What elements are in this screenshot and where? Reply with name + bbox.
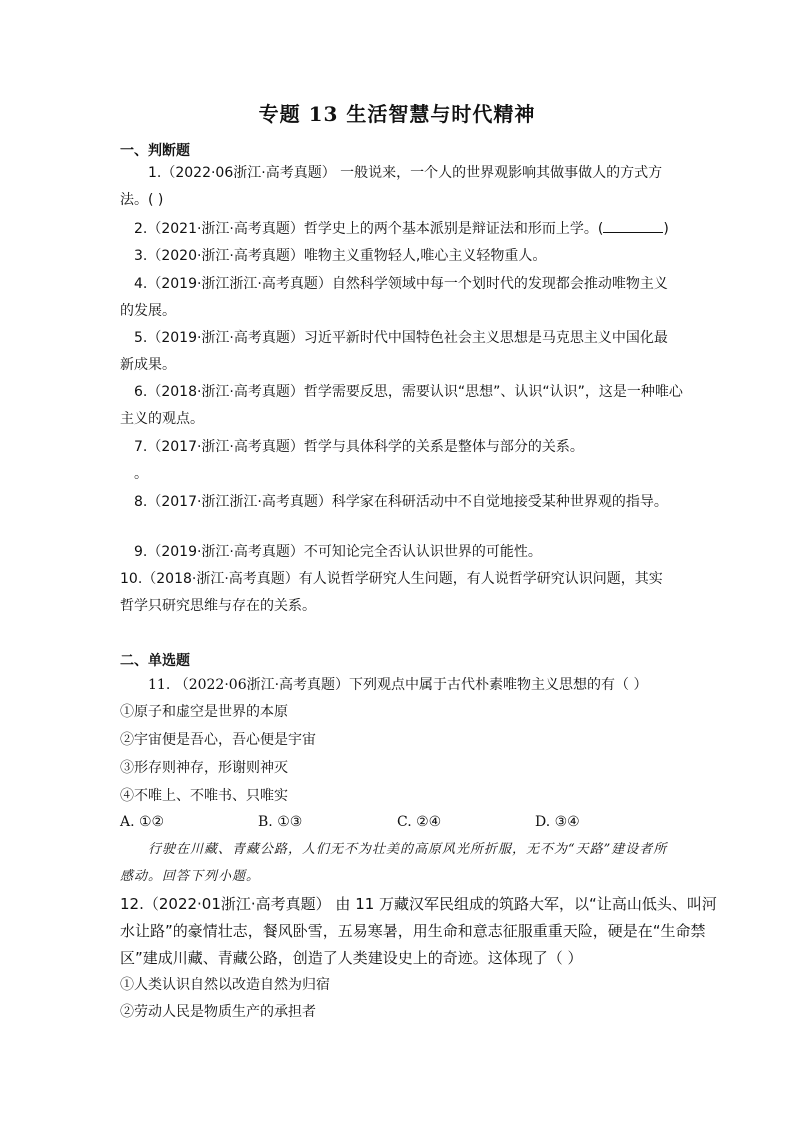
question-4-line-1: 4.（2019·浙江浙江·高考真题）自然科学领域中每一个划时代的发现都会推动唯物主义: [134, 276, 668, 292]
question-6-line-1: 6.（2018·浙江·高考真题）哲学需要反思，需要认识“思想”、认识“认识”，这是一种唯心: [134, 384, 683, 400]
option-c[interactable]: C. ②④: [397, 814, 442, 830]
question-5-line-1: 5.（2019·浙江·高考真题）习近平新时代中国特色社会主义思想是马克思主义中国化最: [134, 330, 668, 346]
question-12-statement-2: ②劳动人民是物质生产的承担者: [120, 1004, 316, 1020]
option-b[interactable]: B. ①③: [258, 814, 303, 830]
question-11-statement-2: ②宇宙便是吾心，吾心便是宇宙: [120, 732, 316, 748]
question-7-line-2: 。: [134, 466, 148, 482]
question-12-line-3: 区”建成川藏、青藏公路，创造了人类建设史上的奇迹。这体现了（ ）: [120, 949, 583, 967]
question-11-statement-1: ①原子和虚空是世界的本原: [120, 704, 288, 720]
question-11-statement-3: ③形存则神存，形谢则神灭: [120, 760, 288, 776]
material-intro-line-1: 行驶在川藏、青藏公路，人们无不为壮美的高原风光所折服，无不为“天路”建设者所: [148, 842, 668, 857]
material-intro-line-2: 感动。回答下列小题。: [120, 869, 261, 884]
question-12-line-1: 12.（2022·01浙江·高考真题） 由 11 万藏汉军民组成的筑路大军，以“让高山低头、叫河: [120, 895, 717, 913]
answer-blank: [603, 218, 663, 233]
section-heading-judgment: 一、判断题: [120, 143, 190, 159]
question-2-text: 2.（2021·浙江·高考真题）哲学史上的两个基本派别是辩证法和形而上学。(: [134, 221, 604, 237]
question-3: 3.（2020·浙江·高考真题）唯物主义重物轻人,唯心主义轻物重人。: [134, 248, 547, 264]
question-2: [134, 218, 669, 239]
question-8: 8.（2017·浙江浙江·高考真题）科学家在科研活动中不自觉地接受某种世界观的指导。: [134, 494, 668, 510]
question-4-line-2: 的发展。: [120, 303, 176, 319]
question-10-line-2: 哲学只研究思维与存在的关系。: [120, 598, 316, 614]
question-10-line-1: 10.（2018·浙江·高考真题）有人说哲学研究人生问题，有人说哲学研究认识问题，其实: [120, 571, 663, 587]
option-a[interactable]: A. ①②: [120, 814, 165, 830]
question-5-line-2: 新成果。: [120, 357, 176, 373]
question-12-statement-1: ①人类认识自然以改造自然为归宿: [120, 977, 330, 993]
section-heading-single-choice: 二、单选题: [120, 653, 190, 669]
question-2-close: ): [663, 221, 669, 237]
option-d[interactable]: D. ③④: [535, 814, 580, 830]
question-12-line-2: 水让路”的豪情壮志，餐风卧雪，五易寒暑，用生命和意志征服重重天险，硬是在“生命禁: [120, 922, 706, 940]
question-1-line-1: 1.（2022·06浙江·高考真题） 一般说来，一个人的世界观影响其做事做人的方式方: [148, 165, 663, 181]
question-11-stem: 11. （2022·06浙江·高考真题）下列观点中属于古代朴素唯物主义思想的有（ ）: [148, 677, 648, 693]
question-6-line-2: 主义的观点。: [120, 411, 204, 427]
page-title: 专题 13 生活智慧与时代精神: [258, 102, 536, 126]
question-9: 9.（2019·浙江·高考真题）不可知论完全否认认识世界的可能性。: [134, 544, 542, 560]
question-1-line-2: 法。( ): [120, 192, 164, 208]
question-7-line-1: 7.（2017·浙江·高考真题）哲学与具体科学的关系是整体与部分的关系。: [134, 439, 584, 455]
question-11-statement-4: ④不唯上、不唯书、只唯实: [120, 788, 288, 804]
